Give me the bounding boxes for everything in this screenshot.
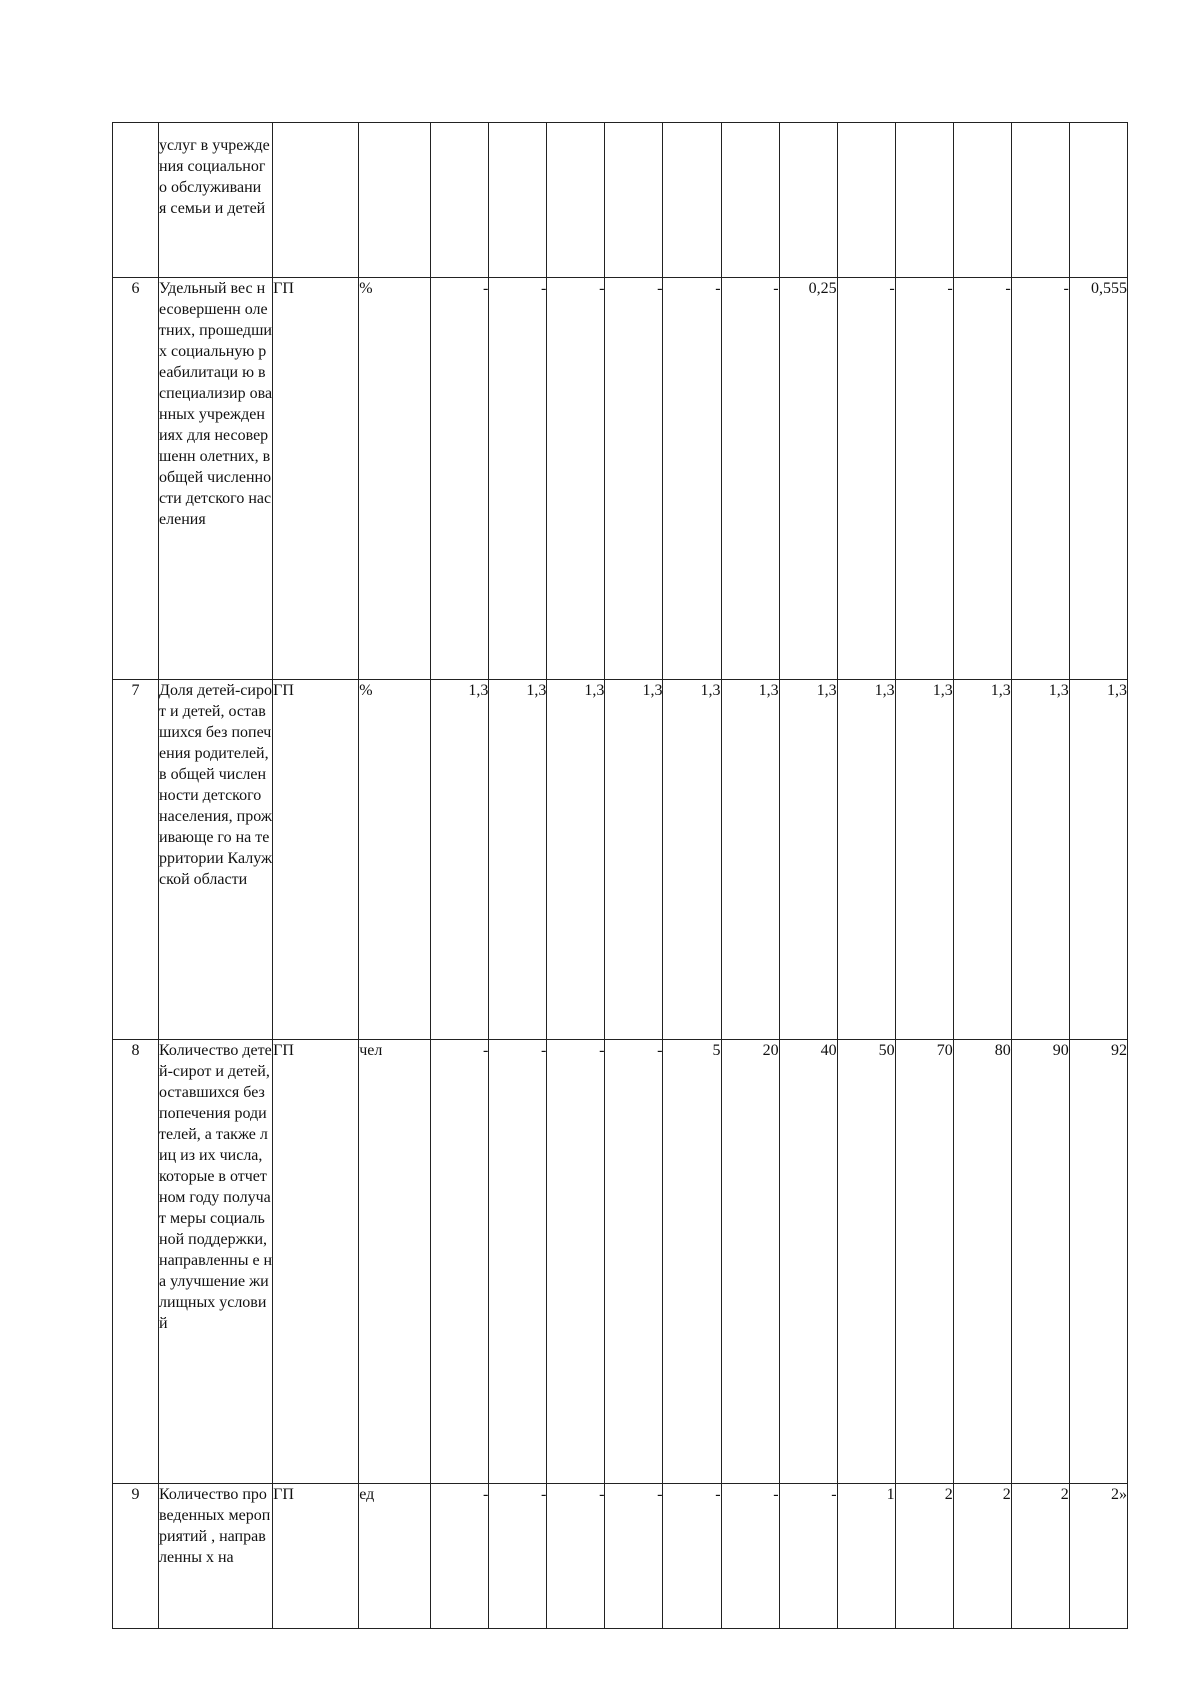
unit-cell: % bbox=[359, 680, 431, 1040]
row-number-cell: 9 bbox=[113, 1484, 159, 1629]
indicators-table bbox=[112, 122, 1128, 1629]
value-cell: - bbox=[489, 1040, 547, 1484]
value-cell: 80 bbox=[953, 1040, 1011, 1484]
value-cell: 2 bbox=[895, 1484, 953, 1629]
indicator-name-cell: Удельный вес несовершенн олетних, прошедших социальную реабилитаци ю в специализир ованных учреждениях для несовершенн олетних, в общей численности детского населения bbox=[159, 278, 273, 680]
value-cell: 1,3 bbox=[953, 680, 1011, 1040]
value-cell bbox=[605, 123, 663, 278]
value-cell: 20 bbox=[721, 1040, 779, 1484]
value-cell: 1 bbox=[837, 1484, 895, 1629]
value-cell bbox=[1069, 123, 1127, 278]
unit-cell: % bbox=[359, 278, 431, 680]
table-row bbox=[113, 123, 1128, 278]
row-number-cell: 7 bbox=[113, 680, 159, 1040]
value-cell bbox=[547, 123, 605, 278]
value-cell: 1,3 bbox=[663, 680, 721, 1040]
value-cell: - bbox=[605, 1040, 663, 1484]
value-cell: 1,3 bbox=[721, 680, 779, 1040]
value-cell: 40 bbox=[779, 1040, 837, 1484]
value-cell: - bbox=[895, 278, 953, 680]
value-cell bbox=[779, 123, 837, 278]
value-cell bbox=[895, 123, 953, 278]
value-cell: 50 bbox=[837, 1040, 895, 1484]
value-cell: 90 bbox=[1011, 1040, 1069, 1484]
value-cell: 1,3 bbox=[837, 680, 895, 1040]
indicator-name-cell: Количество проведенных мероприятий , направленны х на bbox=[159, 1484, 273, 1629]
value-cell: 2 bbox=[1011, 1484, 1069, 1629]
indicator-name-cell: Количество детей-сирот и детей, оставшихся без попечения родителей, а также лиц из их числа, которые в отчетном году получат меры социальной поддержки, направленны е на улучшение жилищных условий bbox=[159, 1040, 273, 1484]
value-cell bbox=[431, 123, 489, 278]
value-cell bbox=[489, 123, 547, 278]
value-cell: - bbox=[431, 1040, 489, 1484]
indicator-name-cell: Доля детей-сирот и детей, оставшихся без попечения родителей, в общей численности детского населения, проживающе го на территории Калужской области bbox=[159, 680, 273, 1040]
value-cell: - bbox=[431, 278, 489, 680]
unit-cell: чел bbox=[359, 1040, 431, 1484]
value-cell: 1,3 bbox=[895, 680, 953, 1040]
value-cell: 0,25 bbox=[779, 278, 837, 680]
value-cell: 1,3 bbox=[605, 680, 663, 1040]
value-cell: - bbox=[837, 278, 895, 680]
value-cell: - bbox=[489, 1484, 547, 1629]
value-cell bbox=[837, 123, 895, 278]
value-cell bbox=[953, 123, 1011, 278]
value-cell: - bbox=[1011, 278, 1069, 680]
value-cell: - bbox=[953, 278, 1011, 680]
source-cell: ГП bbox=[273, 1484, 359, 1629]
row-number-cell: 8 bbox=[113, 1040, 159, 1484]
value-cell: 2 bbox=[953, 1484, 1011, 1629]
table-row bbox=[113, 1040, 1128, 1484]
value-cell: 1,3 bbox=[779, 680, 837, 1040]
value-cell: 1,3 bbox=[431, 680, 489, 1040]
unit-cell: ед bbox=[359, 1484, 431, 1629]
source-cell: ГП bbox=[273, 278, 359, 680]
unit-cell bbox=[359, 123, 431, 278]
value-cell: - bbox=[489, 278, 547, 680]
value-cell: - bbox=[547, 1040, 605, 1484]
value-cell: 2» bbox=[1069, 1484, 1127, 1629]
value-cell: 70 bbox=[895, 1040, 953, 1484]
value-cell: 1,3 bbox=[489, 680, 547, 1040]
value-cell: 5 bbox=[663, 1040, 721, 1484]
value-cell: - bbox=[779, 1484, 837, 1629]
value-cell: - bbox=[547, 1484, 605, 1629]
value-cell: - bbox=[663, 1484, 721, 1629]
table-row bbox=[113, 278, 1128, 680]
row-number-cell bbox=[113, 123, 159, 278]
value-cell: - bbox=[721, 1484, 779, 1629]
value-cell: 1,3 bbox=[547, 680, 605, 1040]
value-cell: 1,3 bbox=[1011, 680, 1069, 1040]
value-cell: - bbox=[605, 278, 663, 680]
value-cell: - bbox=[721, 278, 779, 680]
value-cell: 92 bbox=[1069, 1040, 1127, 1484]
value-cell bbox=[663, 123, 721, 278]
row-number-cell: 6 bbox=[113, 278, 159, 680]
value-cell: - bbox=[431, 1484, 489, 1629]
table-row bbox=[113, 680, 1128, 1040]
value-cell: - bbox=[663, 278, 721, 680]
source-cell bbox=[273, 123, 359, 278]
source-cell: ГП bbox=[273, 1040, 359, 1484]
value-cell: - bbox=[547, 278, 605, 680]
indicator-name-cell: услуг в учреждения социального обслуживани я семьи и детей bbox=[159, 123, 273, 278]
value-cell: 1,3 bbox=[1069, 680, 1127, 1040]
value-cell bbox=[1011, 123, 1069, 278]
source-cell: ГП bbox=[273, 680, 359, 1040]
value-cell bbox=[721, 123, 779, 278]
table-body bbox=[113, 123, 1128, 1629]
table-row bbox=[113, 1484, 1128, 1629]
value-cell: 0,555 bbox=[1069, 278, 1127, 680]
value-cell: - bbox=[605, 1484, 663, 1629]
